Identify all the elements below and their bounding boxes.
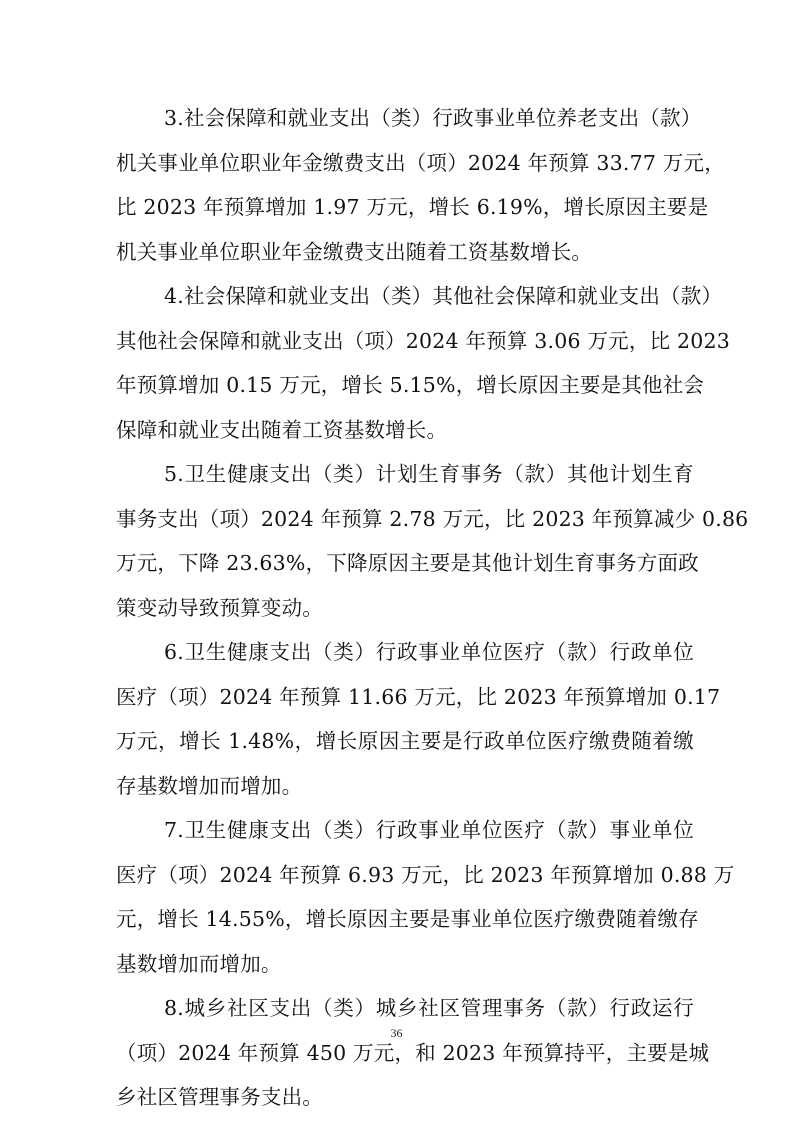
- paragraph-line: 机关事业单位职业年金缴费支出（项）2024 年预算 33.77 万元，: [116, 150, 725, 175]
- paragraph-line: 乡社区管理事务支出。: [116, 1085, 323, 1109]
- paragraph-line: 基数增加而增加。: [116, 951, 282, 976]
- paragraph-item-7: [116, 808, 735, 986]
- paragraph-line: 事务支出（项）2024 年预算 2.78 万元，比 2023 年预算减少 0.86: [116, 506, 749, 531]
- paragraph-line: 保障和就业支出随着工资基数增长。: [116, 417, 448, 442]
- paragraph-line: 年预算增加 0.15 万元，增长 5.15%，增长原因主要是其他社会: [116, 373, 705, 397]
- body-text: [116, 96, 749, 1120]
- paragraph-item-3: [116, 96, 725, 274]
- paragraph-line: 万元，下降 23.63%，下降原因主要是其他计划生育事务方面政: [116, 551, 699, 575]
- paragraph-line: 存基数增加而增加。: [116, 773, 303, 798]
- paragraph-line: 8.城乡社区支出（类）城乡社区管理事务（款）行政运行: [164, 996, 694, 1020]
- paragraph-line: 其他社会保障和就业支出（项）2024 年预算 3.06 万元，比 2023: [116, 328, 730, 353]
- paragraph-line: 医疗（项）2024 年预算 6.93 万元，比 2023 年预算增加 0.88 万: [116, 862, 735, 887]
- paragraph-line: 万元，增长 1.48%，增长原因主要是行政单位医疗缴费随着缴: [116, 729, 694, 753]
- paragraph-item-6: [116, 630, 721, 808]
- paragraph-line: 6.卫生健康支出（类）行政事业单位医疗（款）行政单位: [164, 640, 694, 664]
- paragraph-line: 7.卫生健康支出（类）行政事业单位医疗（款）事业单位: [164, 818, 694, 842]
- paragraph-line: （项）2024 年预算 450 万元，和 2023 年预算持平，主要是城: [116, 1040, 710, 1065]
- paragraph-line: 比 2023 年预算增加 1.97 万元，增长 6.19%，增长原因主要是: [116, 195, 709, 219]
- paragraph-line: 3.社会保障和就业支出（类）行政事业单位养老支出（款）: [164, 106, 702, 130]
- paragraph-line: 4.社会保障和就业支出（类）其他社会保障和就业支出（款）: [164, 284, 723, 308]
- paragraph-line: 机关事业单位职业年金缴费支出随着工资基数增长。: [116, 239, 593, 264]
- paragraph-line: 策变动导致预算变动。: [116, 595, 323, 620]
- paragraph-item-5: [116, 452, 749, 630]
- paragraph-item-8: [116, 986, 710, 1120]
- page-number: 36: [390, 1026, 403, 1040]
- paragraph-line: 5.卫生健康支出（类）计划生育事务（款）其他计划生育: [164, 462, 694, 486]
- paragraph-line: 元，增长 14.55%，增长原因主要是事业单位医疗缴费随着缴存: [116, 907, 699, 931]
- paragraph-line: 医疗（项）2024 年预算 11.66 万元，比 2023 年预算增加 0.17: [116, 684, 721, 709]
- paragraph-item-4: [116, 274, 730, 452]
